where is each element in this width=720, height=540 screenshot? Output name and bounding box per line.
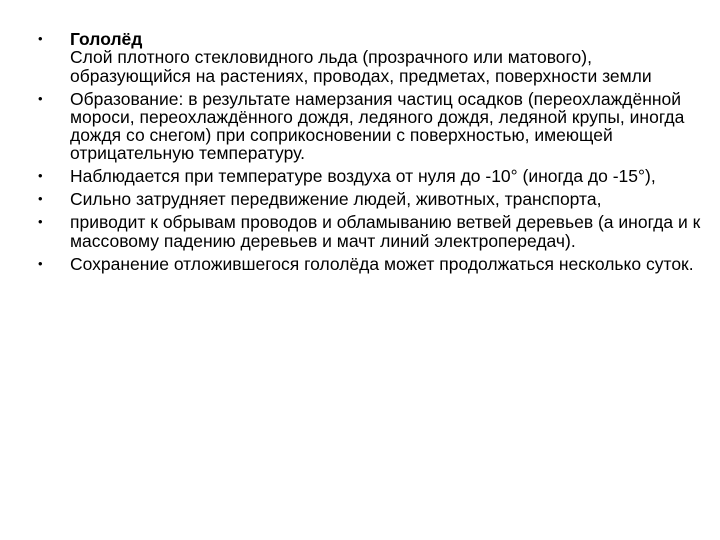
bullet-item-definition [38, 30, 710, 85]
item-text: приводит к обрывам проводов и обламыванию ветвей деревьев (а иногда и к массовому падению деревьев и мачт линий электропередач). [70, 212, 701, 251]
bullet-item-movement [38, 190, 710, 208]
bullet-icon: • [38, 168, 43, 184]
bullet-icon: • [38, 255, 43, 271]
bullet-icon: • [38, 191, 43, 207]
bullet-list [38, 30, 710, 278]
bullet-icon: • [38, 90, 43, 106]
bullet-item-damage [38, 213, 710, 250]
bullet-item-formation [38, 90, 710, 163]
item-text: Сохранение отложившегося гололёда может продолжаться несколько суток. [70, 253, 694, 274]
bullet-item-temperature [38, 167, 710, 185]
bullet-item-duration [38, 255, 710, 273]
item-title: Гололёд [70, 29, 143, 49]
item-text: Образование: в результате намерзания частиц осадков (переохлаждённой мороси, переохлаждённого дождя, ледяного дождя, ледяной крупы, иногда дождя со снегом) при соприкосновении с поверхностью, имеющей отрицательную температуру. [70, 88, 685, 164]
bullet-icon: • [38, 214, 43, 230]
item-text: Наблюдается при температуре воздуха от нуля до -10° (иногда до -15°), [70, 166, 656, 187]
item-text: Сильно затрудняет передвижение людей, животных, транспорта, [70, 189, 602, 210]
bullet-icon: • [38, 31, 43, 46]
item-text: Слой плотного стекловидного льда (прозрачного или матового), образующийся на растениях, проводах, предметах, поверхности земли [70, 47, 652, 86]
